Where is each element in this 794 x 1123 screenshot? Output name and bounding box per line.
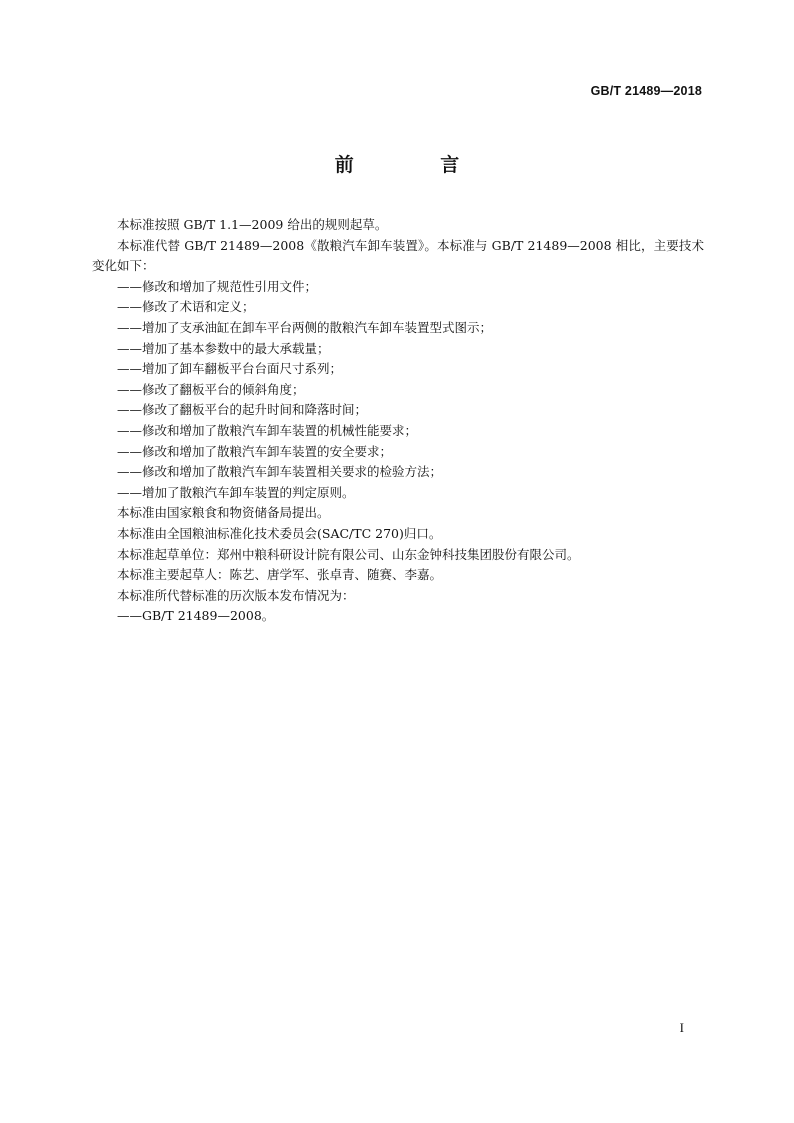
change-item: ——修改了翻板平台的起升时间和降落时间； [117, 402, 368, 418]
change-item: ——修改和增加了散粮汽车卸车装置的机械性能要求； [117, 422, 418, 438]
paragraph-version-history: 本标准所代替标准的历次版本发布情况为： [117, 587, 355, 603]
paragraph-drafters: 本标准主要起草人：陈艺、唐学军、张卓青、随赛、李嘉。 [117, 567, 443, 583]
foreword-body [92, 215, 704, 627]
change-item: ——增加了卸车翻板平台台面尺寸系列； [117, 361, 343, 377]
paragraph-drafting-rule: 本标准按照 GB/T 1.1—2009 给出的规则起草。 [117, 217, 388, 232]
page-title: 前 言 [334, 154, 500, 176]
standard-code: GB/T 21489—2018 [590, 84, 702, 98]
paragraph-committee: 本标准由全国粮油标准化技术委员会(SAC/TC 270)归口。 [117, 525, 442, 541]
change-item: ——修改和增加了散粮汽车卸车装置的安全要求； [117, 443, 393, 459]
change-item: ——增加了支承油缸在卸车平台两侧的散粮汽车卸车装置型式图示； [117, 319, 493, 335]
change-item: ——修改和增加了散粮汽车卸车装置相关要求的检验方法； [117, 464, 443, 480]
change-item: ——修改了翻板平台的倾斜角度； [117, 381, 305, 397]
change-item: ——修改了术语和定义； [117, 299, 255, 315]
change-item: ——增加了散粮汽车卸车装置的判定原则。 [117, 484, 355, 500]
version-item: ——GB/T 21489—2008。 [117, 608, 275, 624]
paragraph-proposer: 本标准由国家粮食和物资储备局提出。 [117, 505, 330, 521]
paragraph-replacement: 本标准代替 GB/T 21489—2008《散粮汽车卸车装置》。本标准与 GB/T 21489—2008 相比，主要技术变化如下： [92, 237, 704, 274]
page-number: I [679, 1020, 684, 1035]
change-item: ——增加了基本参数中的最大承载量； [117, 340, 330, 356]
change-item: ——修改和增加了规范性引用文件； [117, 278, 318, 294]
paragraph-drafting-units: 本标准起草单位：郑州中粮科研设计院有限公司、山东金钟科技集团股份有限公司。 [117, 546, 580, 562]
